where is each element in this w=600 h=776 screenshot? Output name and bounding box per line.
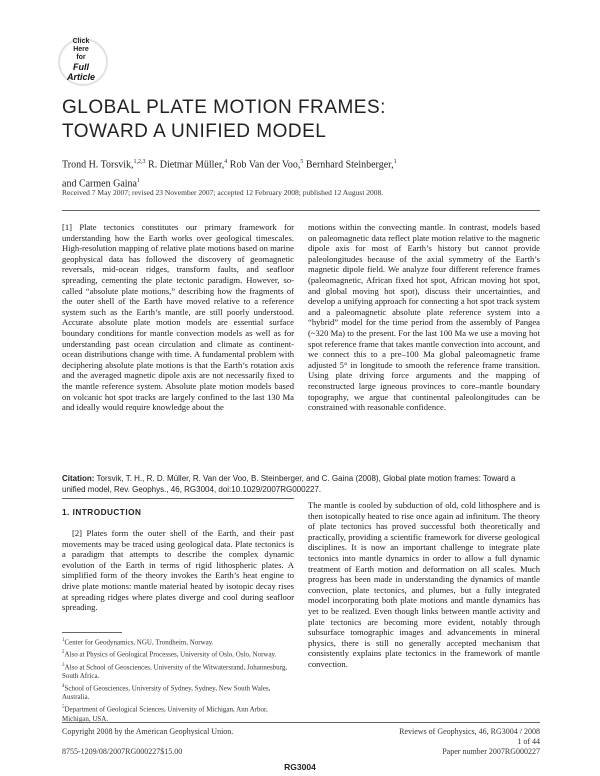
author-steinberger: Bernhard Steinberger, xyxy=(305,159,394,171)
issn-code: 8755-1209/08/2007RG000227$15.00 xyxy=(62,747,183,756)
journal-reference: Reviews of Geophysics, 46, RG3004 / 2008 xyxy=(399,727,540,736)
received-dates: Received 7 May 2007; revised 23 November 2007; accepted 12 February 2008; published 12 August 2008. xyxy=(62,188,384,197)
paper-number: Paper number 2007RG000227 xyxy=(442,747,540,756)
abstract-top-rule xyxy=(62,210,540,211)
body-left-column xyxy=(62,528,294,613)
title-line-2: TOWARD A UNIFIED MODEL xyxy=(62,121,327,142)
author-torsvik: Trond H. Torsvik, xyxy=(62,159,134,171)
author-torsvik-affil: 1,2,3 xyxy=(133,159,146,165)
footnote-5: $^5$Department of Geological Sciences, University of Michigan, Ann Arbor, Michigan, USA. xyxy=(62,705,268,723)
badge-text-for: for xyxy=(76,54,86,61)
abstract-right-column xyxy=(308,222,540,413)
badge-text-here: Here xyxy=(73,46,89,53)
footnote-4: $^4$School of Geosciences, University of Sydney, Sydney, New South Wales, Australia. xyxy=(62,683,271,702)
citation-block xyxy=(62,474,540,495)
abstract-paragraph-1: [1] Plate tectonics constitutes our primary framework for understanding how the Earth works over geological timescales. High-resolution mapping of relative plate motions based on marine geophysical data has followed the discovery of geomagnetic reversals, mid-ocean ridges, transform faults, and seafloor spreading, cementing the plate tectonic paradigm. However, so-called “absolute plate motions,” describing how the fragments of the outer shell of the Earth have moved relative to a reference system such as the Earth’s mantle, are still poorly understood. Accurate absolute plate motion models are essential surface boundary conditions for mantle convection models as well as for understanding past ocean circulation and climate as continent-ocean distributions change with time. A fundamental problem with deciphering absolute plate motions is that the Earth’s rotation axis and the averaged magnetic dipole axis are not necessarily fixed to the mantle reference system. Absolute plate motion models based on volcanic hot spot tracks are largely confined to the last 130 Ma and ideally would require knowledge about the xyxy=(62,222,294,413)
citation-text: Torsvik, T. H., R. D. Müller, R. Van der Voo, B. Steinberger, and C. Gaina (2008), Global plate motion frames: Toward a unified model, Rev. Geophys., 46, RG3004, doi:10.1029/2007RG000227. xyxy=(62,474,516,494)
page-count: 1 of 44 xyxy=(517,737,540,746)
badge-text-full: Full xyxy=(73,62,89,72)
citation-bottom-rule xyxy=(62,498,294,499)
footnote-1: $^1$Center for Geodynamics, NGU, Trondheim, Norway. xyxy=(62,638,214,647)
copyright-notice: Copyright 2008 by the American Geophysical Union. xyxy=(62,727,234,736)
footnote-2: $^2$Also at Physics of Geological Processes, University of Oslo, Oslo, Norway. xyxy=(62,650,277,659)
author-gaina: and Carmen Gaina xyxy=(62,178,137,190)
full-article-badge[interactable] xyxy=(58,38,104,82)
author-muller-affil: 4 xyxy=(224,159,228,165)
body-paragraph-2: [2] Plates form the outer shell of the Earth, and their past movements may be traced using geological data. Plate tectonics is a paradigm that attempts to describe the complex dynamic evolution of the Earth in terms of rigid lithospheric plates. A simplified form of the theory invokes the Earth’s heat engine to drive plate motions: mantle material heated by isotopic decay rises at spreading ridges where plates diverge and cool during seafloor spreading. xyxy=(62,528,294,613)
abstract-left-column xyxy=(62,222,294,413)
footnote-3: $^3$Also at School of Geosciences, University of the Witwatersrand, Johannesburg, South Africa. xyxy=(62,662,288,680)
article-id: RG3004 xyxy=(284,762,316,772)
body-right-column xyxy=(308,500,540,670)
author-list xyxy=(62,154,532,193)
author-muller: R. Dietmar Müller, xyxy=(148,159,225,171)
affiliation-footnotes xyxy=(62,636,294,725)
authors-line-1 xyxy=(62,154,532,173)
author-gaina-affil: 1 xyxy=(136,178,140,185)
author-vandervoo: Rob Van der Voo, xyxy=(229,159,301,171)
footer-rule xyxy=(62,722,540,723)
badge-text-click: Click xyxy=(72,38,90,45)
abstract-paragraph-2: motions within the convecting mantle. In contrast, models based on paleomagnetic data reflect plate motion relative to the magnetic dipole axis for most of Earth’s history but cannot provide paleolongitudes because of the axial symmetry of the Earth’s magnetic dipole field. We analyze four different reference frames (paleomagnetic, African fixed hot spot, African moving hot spot, and global moving hot spot), discuss their uncertainties, and develop a unifying approach for connecting a hot spot track system and a paleomagnetic absolute plate reference system into a “hybrid” model for the time period from the assembly of Pangea (~320 Ma) to the present. For the last 100 Ma we use a moving hot spot reference frame that takes mantle convection into account, and we connect this to a pre–100 Ma global paleomagnetic frame adjusted 5° in longitude to smooth the reference frame transition. Using plate driving force arguments and the mapping of reconstructed large igneous provinces to core–mantle boundary topography, we argue that continental paleolongitudes can be constrained with reasonable confidence. xyxy=(308,222,540,413)
footnote-rule xyxy=(62,632,122,633)
badge-ring-icon xyxy=(58,38,108,86)
author-steinberger-affil: 1 xyxy=(393,159,397,165)
author-vandervoo-affil: 5 xyxy=(300,159,304,165)
badge-text-article: Article xyxy=(66,72,95,82)
section-heading-introduction: 1. INTRODUCTION xyxy=(62,508,142,517)
citation-label: Citation: xyxy=(62,474,95,483)
body-paragraph-2-continued: The mantle is cooled by subduction of old, cold lithosphere and is then isotopically heated to rise once again ad infinitum. The theory of plate tectonics has proved successful both theoretically and practically, providing a scientific framework for diverse geological disciplines. It is now an important challenge to integrate plate tectonics into mantle dynamics in order to allow a full dynamic treatment of Earth motion and deformation on all scales. Much progress has been made in understanding the dynamics of mantle convection, plate tectonics, and plumes, but a fully integrated model incorporating both plate motions and mantle dynamics has yet to be realized. Even though links between mantle activity and plate tectonics are becoming more evident, notably through subsurface tomographic images and advancements in mineral physics, there is still no generally accepted mechanism that consistently explains plate tectonics in the framework of mantle convection. xyxy=(308,500,540,669)
title-line-1: GLOBAL PLATE MOTION FRAMES: xyxy=(62,97,386,118)
article-title xyxy=(62,96,542,144)
